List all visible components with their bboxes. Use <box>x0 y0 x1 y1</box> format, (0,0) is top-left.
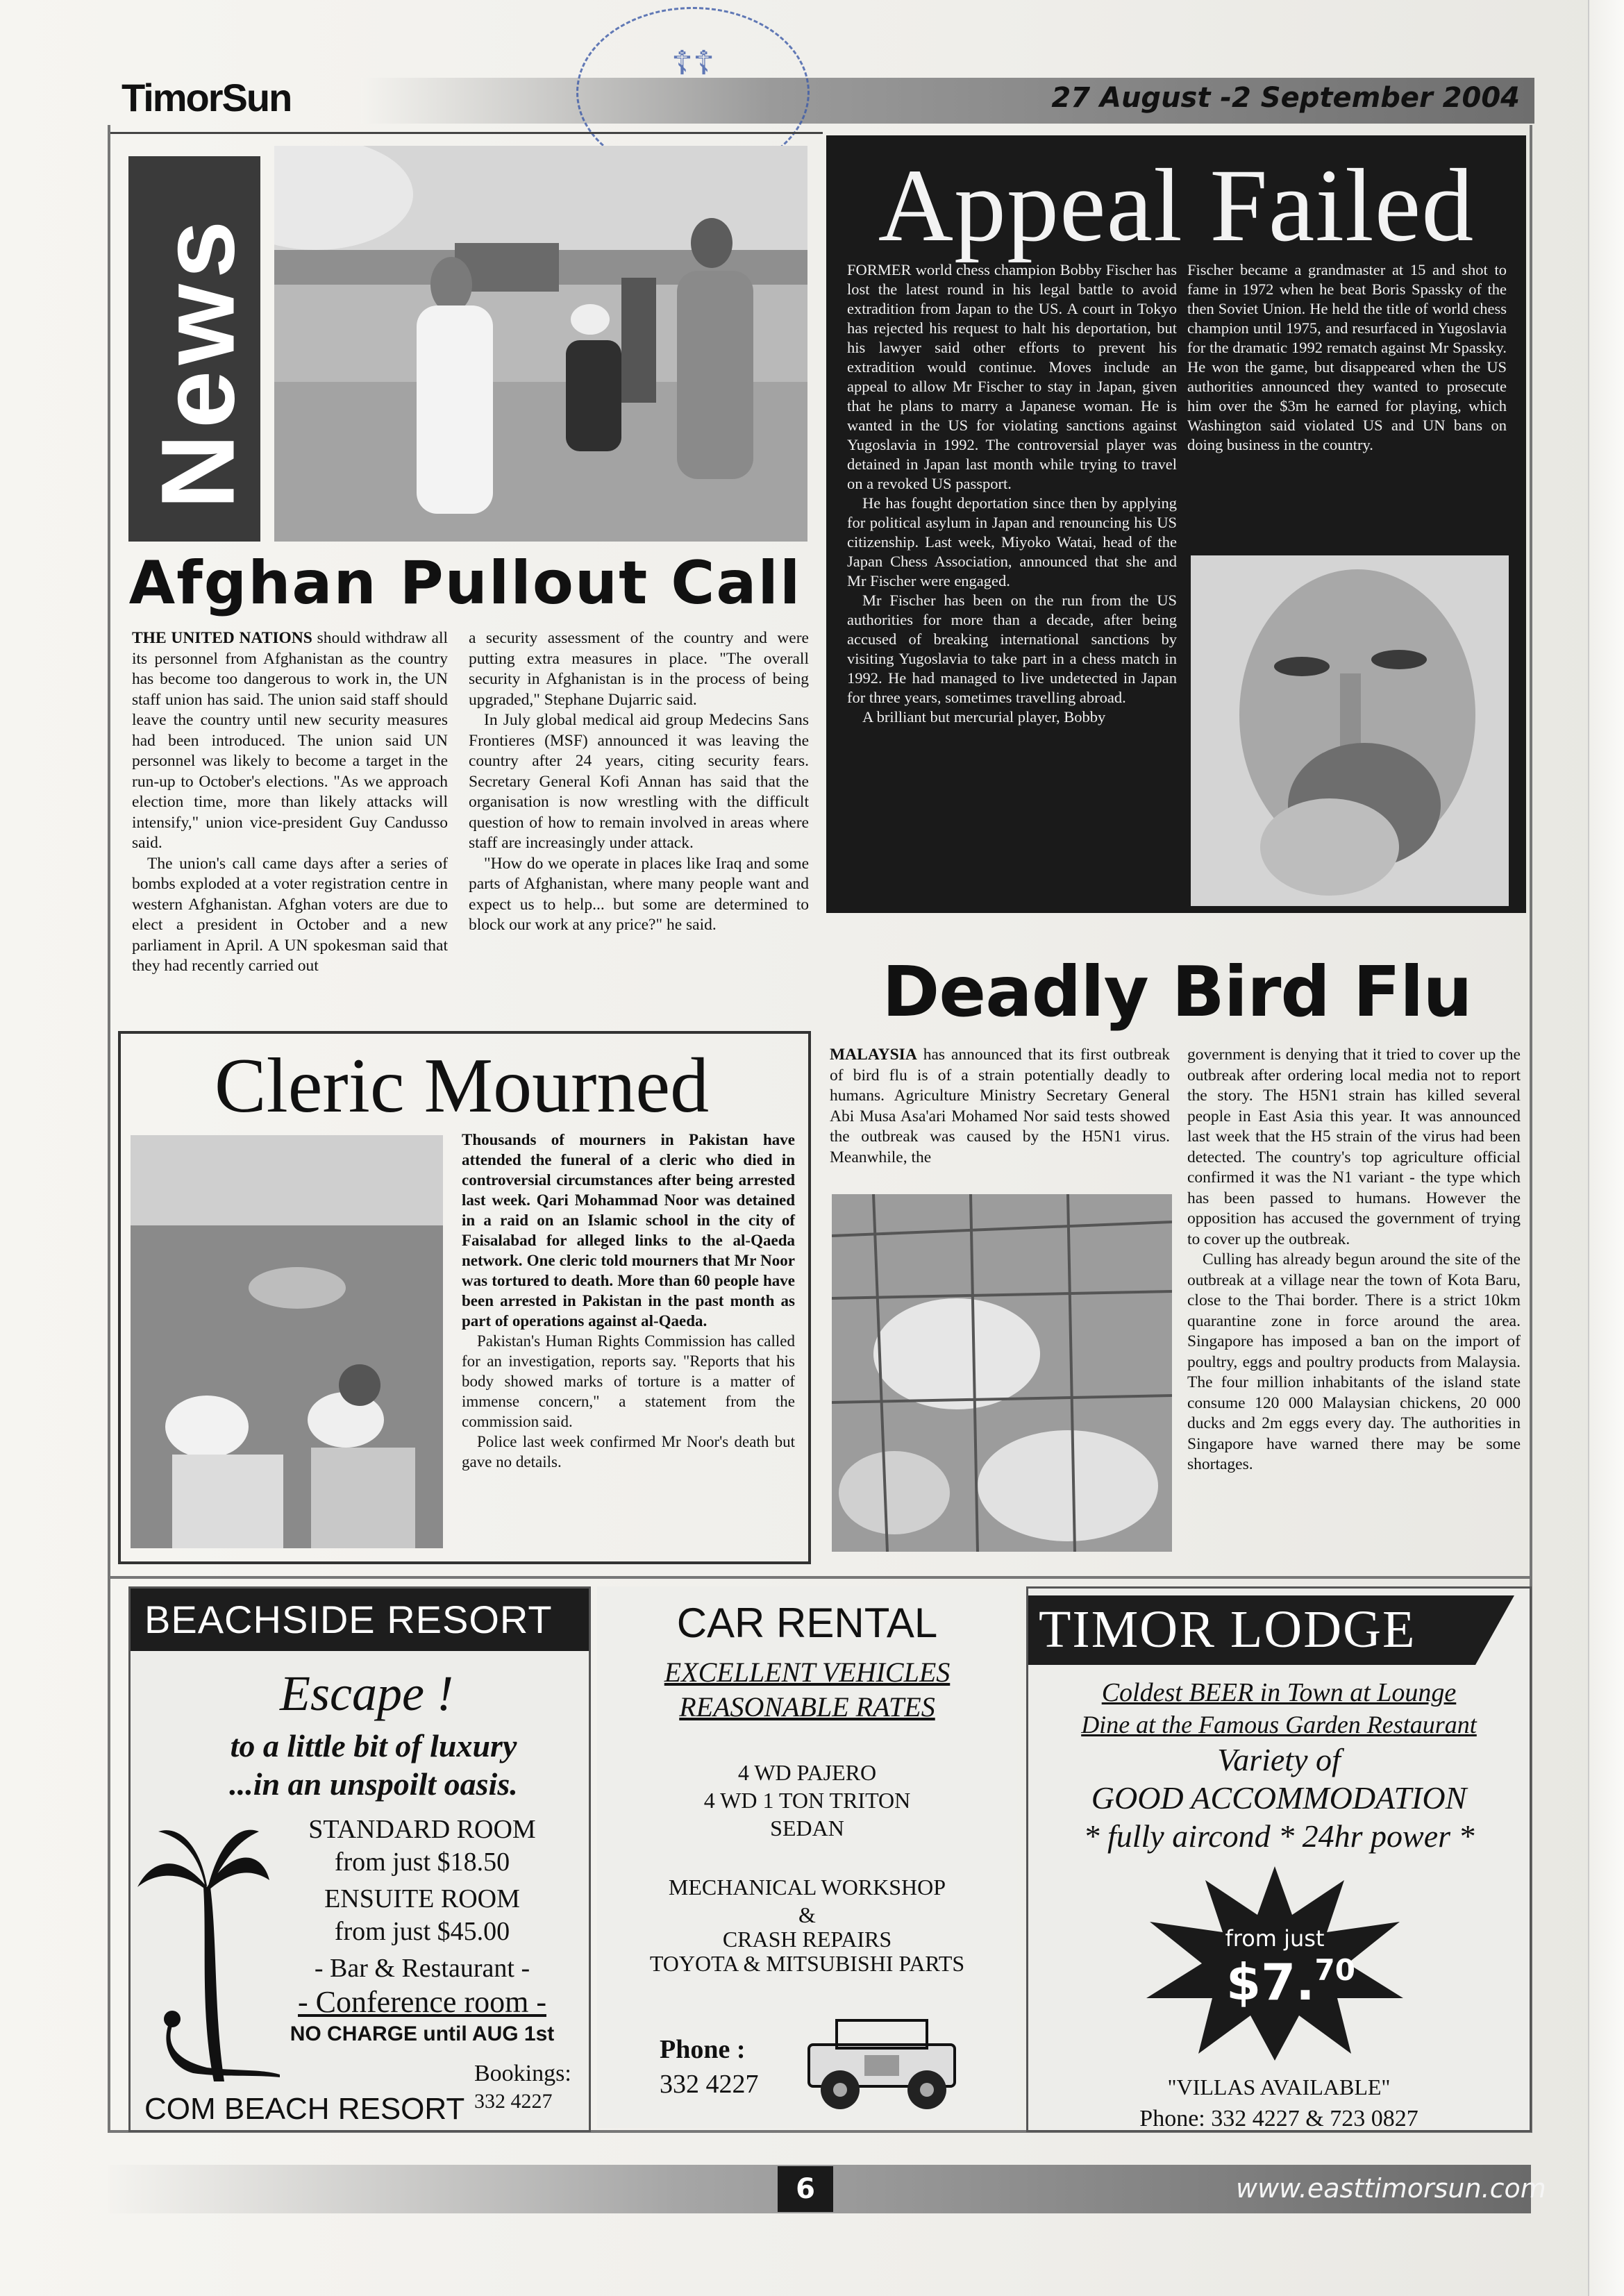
funeral-crowd-photo <box>131 1135 443 1548</box>
page-edge <box>1588 0 1624 2296</box>
people-icon: ☦☦ <box>671 44 715 83</box>
birdflu-lead: MALAYSIA <box>830 1046 917 1064</box>
from-just: from just <box>1225 1925 1325 1952</box>
birdflu-col1-p1: has announced that its first outbreak of bird flu is of a strain potentially deadly to humans. Agriculture Ministry Secretary General Abi Musa Asa'ari Mohamed Nor said tests showed the outbreak was caused by the H5N1 virus. Meanwhile, the <box>830 1046 1170 1166</box>
appeal-col1-p4: A brilliant but mercurial player, Bobby <box>862 708 1106 726</box>
beachside-tagline-1: to a little bit of luxury <box>230 1728 517 1763</box>
sunbather-icon <box>144 2005 283 2085</box>
left-rule <box>108 125 110 2131</box>
jeep-icon <box>795 2010 969 2118</box>
price-cents: 70 <box>1314 1953 1355 1987</box>
ensuite-room-price: from just $45.00 <box>334 1917 510 1946</box>
cleric-p2: Pakistan's Human Rights Commission has called for an investigation, reports say. "Reports that his body showed marks of torture is a matter of immense concern," a statement from the commission said. <box>462 1332 795 1430</box>
masthead-logo: TimorSun <box>122 76 292 119</box>
afghan-headline: Afghan Pullout Call <box>128 548 802 618</box>
reasonable-rates: REASONABLE RATES <box>679 1691 935 1723</box>
car-rental-title: CAR RENTAL <box>676 1600 938 1646</box>
conference-room: - Conference room - <box>298 1985 546 2019</box>
appeal-column-1 <box>847 260 1177 727</box>
appeal-text <box>826 135 1526 913</box>
bar-restaurant: - Bar & Restaurant - <box>314 1954 530 1983</box>
ensuite-room-label: ENSUITE ROOM <box>324 1884 520 1913</box>
lodge-title: TIMOR LODGE <box>1039 1600 1416 1659</box>
appeal-col1-p2: He has fought deportation since then by applying for political asylum in Japan and renouncing his US citizenship. Last week, Miyoko Watai, head of the Japan Chess Association, announced that she and Mr Fischer were engaged. <box>847 494 1177 589</box>
appeal-col2-p1: Fischer became a grandmaster at 15 and shot to fame in 1972 when he beat Boris Spassky of the then Soviet Union. He held the title of world chess champion until 1975, and resurfaced in Yugoslavia for the dramatic 1992 rematch against Mr Spassky. He won the game, but disappeared when the US authorities announced they wanted to prosecute him over the $3m he earned for playing, which Washington said violated US and UN bans on doing business in the country. <box>1187 261 1507 453</box>
birdflu-col2-p2: Culling has already begun around the site of the outbreak at a village near the town of Kota Baru, close to the Thai border. There is a strict 10km quarantine zone in force around the area. Singapore has imposed a ban on the import of poultry, eggs and poultry products from Malaysia. The four million inhabitants of the island state consume 120 000 Malaysian chickens, 20 000 ducks and 2m eggs every day. The authorities in Singapore have warned there may be some shortages. <box>1187 1250 1521 1473</box>
excellent-vehicles: EXCELLENT VEHICLES <box>664 1657 951 1688</box>
page-number: 6 <box>778 2166 833 2212</box>
section-tab-news: News <box>128 156 260 542</box>
cleric-headline: Cleric Mourned <box>214 1043 710 1129</box>
good-accommodation: GOOD ACCOMMODATION <box>1091 1780 1467 1816</box>
frame-top-left <box>108 132 823 134</box>
website-link[interactable]: www.easttimorsun.com <box>1236 2173 1546 2204</box>
birdflu-col2-p1: government is denying that it tried to cover up the outbreak after ordering local media not to report the story. The H5N1 strain has killed several people in East Asia this year. It was announced last week that the H5 strain of the virus had been detected. The country's top agriculture official confirmed it was the N1 variant - the type which has been passed to humans. However the opposition has accused the government of trying to cover up the outbreak. <box>1187 1046 1521 1248</box>
vehicle-sedan: SEDAN <box>770 1816 844 1841</box>
afghan-col1-p2: The union's call came days after a series of bombs exploded at a voter registration centre in western Afghanistan. Afghan voters are due to elect a president in October and a new parliament in April. A UN spokesman said that they had recently carried out <box>132 854 448 975</box>
cleric-p3: Police last week confirmed Mr Noor's death but gave no details. <box>462 1433 795 1470</box>
amenities: * fully aircond * 24hr power * <box>1083 1818 1475 1854</box>
afghan-photo <box>274 146 807 542</box>
cleric-text <box>462 1130 795 1472</box>
birdflu-column-2 <box>1187 1045 1521 1475</box>
afghan-col2-p1: a security assessment of the country and were putting extra measures in place. "The overall security in Afghanistan is in the process of being upgraded," Stephane Dujarric said. <box>469 629 809 709</box>
afghan-lead: THE UNITED NATIONS <box>132 629 312 647</box>
coldest-beer: Coldest BEER in Town at Lounge <box>1101 1678 1457 1707</box>
bookings-phone: 332 4227 <box>474 2090 553 2113</box>
birdflu-column-1 <box>830 1045 1170 1168</box>
fischer-portrait <box>1191 555 1509 906</box>
crash-repairs: CRASH REPAIRS <box>722 1927 892 1952</box>
ampersand: & <box>798 1902 816 1927</box>
afghan-column-1 <box>132 628 448 977</box>
mechanical-workshop: MECHANICAL WORKSHOP <box>668 1875 946 1900</box>
appeal-column-2 <box>1187 260 1507 455</box>
lodge-price <box>1226 1953 1355 2011</box>
variety-of: Variety of <box>1217 1742 1341 1777</box>
standard-room-label: STANDARD ROOM <box>308 1815 536 1844</box>
garden-restaurant: Dine at the Famous Garden Restaurant <box>1081 1711 1477 1738</box>
vehicle-triton: 4 WD 1 TON TRITON <box>703 1788 911 1813</box>
appeal-col1-p1: FORMER world chess champion Bobby Fischer has lost the latest round in his legal battle to avoid extradition from Japan to the US. A court in Tokyo has rejected his request to halt his deportation, but his lawyer said other efforts to prevent his extradition would continue. Moves include an appeal to allow Mr Fischer to stay in Japan, given that he plans to marry a Japanese woman. He is wanted in the US for violating sanctions against Yugoslavia in 1992. The controversial player was detained in Japan last month while trying to travel on a revoked US passport. <box>847 261 1177 492</box>
car-phone-label: Phone : <box>660 2035 746 2064</box>
beachside-resort-ad <box>128 1586 591 2132</box>
afghan-column-2 <box>469 628 809 936</box>
vehicle-pajero: 4 WD PAJERO <box>737 1760 877 1785</box>
price-dollars: $7. <box>1226 1953 1315 2011</box>
car-phone: 332 4227 <box>660 2070 759 2099</box>
toyota-mitsubishi-parts: TOYOTA & MITSUBISHI PARTS <box>649 1951 965 1976</box>
cleric-p1: Thousands of mourners in Pakistan have attended the funeral of a cleric who died in controversial circumstances after being arrested last week. Qari Mohammad Noor was detained in a raid on an Islamic school in the city of Faisalabad for alleged links to the al-Qaeda network. One cleric told mourners that Mr Noor was tortured to death. More than 60 people have been arrested in Pakistan in the past month as part of operations against al-Qaeda. <box>462 1131 795 1330</box>
bookings-label: Bookings: <box>474 2061 571 2086</box>
chicken-cage-photo <box>832 1194 1172 1552</box>
beachside-title: BEACHSIDE RESORT <box>144 1598 553 1641</box>
no-charge-note: NO CHARGE until AUG 1st <box>290 2022 555 2045</box>
car-rental-ad <box>597 1586 1017 2128</box>
com-beach-resort: COM BEACH RESORT <box>144 2092 465 2126</box>
lodge-phone: Phone: 332 4227 & 723 0827 <box>1139 2106 1418 2131</box>
timor-lodge-ad <box>1026 1586 1532 2132</box>
villas-available: "VILLAS AVAILABLE" <box>1167 2075 1391 2100</box>
afghan-col1-p1: should withdraw all its personnel from Afghanistan as the country has become too dangerous to work in, the UN staff union has said. The union said staff should leave the country until new security measures had been introduced. The union said UN personnel was likely to become a target in the run-up to October's elections. "As we approach election time, more than likely attacks will intensify," union vice-president Guy Candusso said. <box>132 629 449 852</box>
issue-date: 27 August -2 September 2004 <box>1051 82 1520 114</box>
appeal-col1-p3: Mr Fischer has been on the run from the US authorities for more than a decade, after being accused of breaking international sanctions by visiting Yugoslavia to take part in a chess match in 1992. He had managed to live undetected in Japan for three years, sometimes travelling abroad. <box>847 592 1177 706</box>
afghan-col2-p3: "How do we operate in places like Iraq and some parts of Afghanistan, where many people want and expect us to help... but some are determined to block our work at any price?" he said. <box>469 854 809 934</box>
standard-room-price: from just $18.50 <box>334 1847 510 1877</box>
beachside-tagline-2: ...in an unspoilt oasis. <box>229 1766 518 1802</box>
afghan-col2-p2: In July global medical aid group Medecins Sans Frontieres (MSF) announced it was leaving the country after 24 years, citing security fears. Secretary General Kofi Annan has said that the organisation is now wrestling with the difficult question of how to remain involved in areas where staff are increasingly under attack. <box>469 711 809 852</box>
ads-top-rule <box>108 1576 1532 1579</box>
appeal-headline: Appeal Failed <box>878 148 1475 263</box>
beachside-escape: Escape ! <box>280 1666 453 1721</box>
birdflu-headline: Deadly Bird Flu <box>882 951 1472 1032</box>
